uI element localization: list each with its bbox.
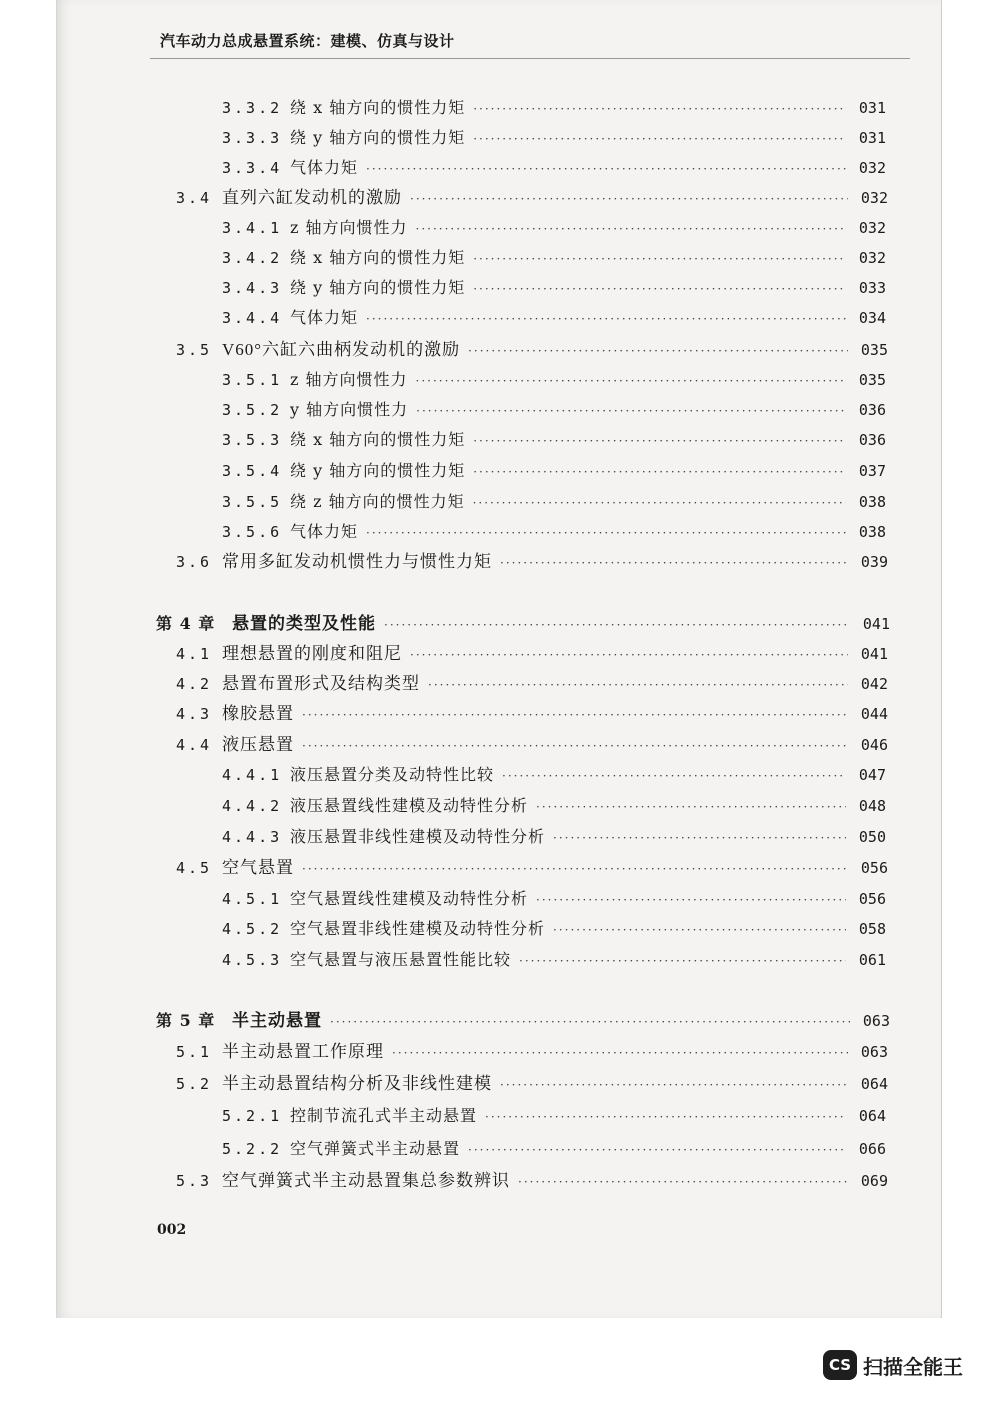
toc-leader-dots — [428, 673, 848, 697]
toc-entry-title: 液压悬置 — [222, 735, 294, 754]
toc-entry-page: 046 — [860, 736, 888, 754]
toc-entry — [176, 186, 888, 210]
toc-entry-page: 032 — [860, 189, 888, 207]
toc-leader-dots — [410, 643, 848, 667]
toc-leader-dots — [518, 1170, 848, 1194]
toc-entry-title: 液压悬置非线性建模及动特性分析 — [290, 827, 546, 846]
toc-entry-number: 4.2 — [176, 675, 213, 693]
toc-entry-page: 032 — [858, 159, 886, 177]
toc-entry — [176, 550, 888, 574]
toc-entry-number: 4.4.3 — [222, 828, 283, 846]
toc-entry-title: 气体力矩 — [290, 158, 359, 177]
toc-leader-dots — [302, 703, 848, 727]
toc-entry-page: 066 — [858, 1140, 886, 1158]
toc-leader-dots — [473, 429, 846, 453]
toc-entry-page: 035 — [860, 341, 888, 359]
running-header: 汽车动力总成悬置系统：建模、仿真与设计 — [160, 32, 455, 50]
toc-entry-title: 橡胶悬置 — [222, 704, 294, 723]
toc-leader-dots — [536, 795, 846, 819]
toc-entry-number: 4.5 — [176, 859, 213, 877]
toc-entry-number: 3.4 — [176, 189, 213, 207]
toc-entry — [222, 1137, 886, 1161]
toc-entry — [156, 1009, 890, 1033]
toc-entry-number: 4.5.2 — [222, 920, 283, 938]
toc-entry — [222, 763, 886, 787]
toc-entry — [176, 1040, 888, 1064]
toc-entry-number: 4.1 — [176, 645, 213, 663]
toc-entry-title: 悬置布置形式及结构类型 — [222, 674, 420, 693]
toc-entry-page: 050 — [858, 828, 886, 846]
toc-entry-title: 绕 y 轴方向的惯性力矩 — [290, 278, 466, 297]
toc-leader-dots — [366, 521, 846, 545]
toc-entry-page: 032 — [858, 249, 886, 267]
toc-leader-dots — [500, 551, 848, 575]
toc-entry — [222, 368, 886, 392]
toc-entry-title: 气体力矩 — [290, 308, 359, 327]
toc-entry-title: 常用多缸发动机惯性力与惯性力矩 — [222, 552, 492, 571]
toc-entry-number: 4.4 — [176, 736, 213, 754]
toc-leader-dots — [416, 399, 846, 423]
toc-entry-number: 3.5.4 — [222, 462, 283, 480]
toc-entry — [222, 459, 886, 483]
toc-entry-number: 3.4.3 — [222, 279, 283, 297]
toc-leader-dots — [330, 1010, 850, 1034]
toc-entry-title: 控制节流孔式半主动悬置 — [290, 1106, 478, 1125]
toc-entry — [222, 1104, 886, 1128]
toc-leader-dots — [410, 187, 848, 211]
toc-entry-title: z 轴方向惯性力 — [290, 218, 408, 237]
toc-entry-number: 3.4.2 — [222, 249, 283, 267]
toc-entry — [222, 126, 886, 150]
toc-leader-dots — [366, 157, 846, 181]
toc-entry-title: 空气悬置 — [222, 858, 294, 877]
toc-entry-number: 3.5.3 — [222, 431, 283, 449]
toc-entry-number: 3.3.4 — [222, 159, 283, 177]
toc-entry-number: 3.3.2 — [222, 99, 283, 117]
toc-entry-number: 4.4.2 — [222, 797, 283, 815]
toc-entry-page: 038 — [858, 523, 886, 541]
toc-entry-number: 5.2 — [176, 1075, 213, 1093]
toc-entry-page: 036 — [858, 401, 886, 419]
toc-entry — [176, 1072, 888, 1096]
toc-entry — [222, 917, 886, 941]
toc-entry — [222, 948, 886, 972]
toc-entry-title: y 轴方向惯性力 — [290, 400, 409, 419]
toc-entry-number: 3.4.4 — [222, 309, 283, 327]
toc-entry-page: 032 — [858, 219, 886, 237]
toc-entry-page: 064 — [860, 1075, 888, 1093]
toc-entry-page: 031 — [858, 99, 886, 117]
toc-entry — [222, 887, 886, 911]
toc-entry-title: 绕 x 轴方向的惯性力矩 — [290, 98, 466, 117]
toc-entry — [222, 520, 886, 544]
toc-leader-dots — [473, 491, 846, 515]
toc-entry — [222, 490, 886, 514]
toc-entry-number: 4.3 — [176, 705, 213, 723]
toc-entry-title: 绕 x 轴方向的惯性力矩 — [290, 430, 466, 449]
toc-entry-title: 空气悬置线性建模及动特性分析 — [290, 889, 529, 908]
toc-entry-title: z 轴方向惯性力 — [290, 370, 408, 389]
toc-entry-page: 042 — [860, 675, 888, 693]
toc-entry-page: 056 — [858, 890, 886, 908]
toc-entry — [222, 216, 886, 240]
toc-entry-number: 第 4 章 — [156, 614, 216, 633]
toc-entry — [222, 306, 886, 330]
camscanner-logo-icon: CS — [823, 1350, 857, 1380]
toc-entry-number: 5.1 — [176, 1043, 213, 1061]
toc-entry-number: 4.5.1 — [222, 890, 283, 908]
toc-entry-title: 半主动悬置 — [232, 1011, 322, 1031]
toc-entry-page: 044 — [860, 705, 888, 723]
toc-entry — [222, 156, 886, 180]
toc-leader-dots — [416, 369, 846, 393]
toc-entry — [222, 276, 886, 300]
toc-leader-dots — [473, 277, 846, 301]
toc-entry-page: 058 — [858, 920, 886, 938]
toc-entry — [156, 612, 890, 636]
toc-leader-dots — [473, 460, 846, 484]
toc-entry-page: 041 — [860, 645, 888, 663]
toc-entry-number: 3.5.1 — [222, 371, 283, 389]
toc-entry-page: 037 — [858, 462, 886, 480]
toc-entry-page: 033 — [858, 279, 886, 297]
toc-entry-number: 4.5.3 — [222, 951, 283, 969]
toc-leader-dots — [553, 918, 846, 942]
toc-entry — [222, 825, 886, 849]
toc-entry-page: 048 — [858, 797, 886, 815]
toc-leader-dots — [366, 307, 846, 331]
toc-entry-number: 4.4.1 — [222, 766, 283, 784]
toc-entry-title: 空气弹簧式半主动悬置 — [290, 1139, 461, 1158]
toc-leader-dots — [473, 127, 846, 151]
toc-entry-page: 035 — [858, 371, 886, 389]
toc-entry-page: 056 — [860, 859, 888, 877]
toc-leader-dots — [468, 1138, 846, 1162]
toc-entry-page: 038 — [858, 493, 886, 511]
toc-leader-dots — [536, 888, 846, 912]
toc-leader-dots — [392, 1041, 848, 1065]
toc-entry — [222, 794, 886, 818]
toc-entry — [176, 733, 888, 757]
page-number: 002 — [157, 1222, 187, 1238]
toc-leader-dots — [519, 949, 846, 973]
toc-entry-number: 3.4.1 — [222, 219, 283, 237]
toc-entry-number: 5.2.1 — [222, 1107, 283, 1125]
toc-entry — [222, 428, 886, 452]
toc-entry — [176, 856, 888, 880]
toc-entry-title: V60°六缸六曲柄发动机的激励 — [222, 340, 461, 359]
toc-entry-number: 5.2.2 — [222, 1140, 283, 1158]
toc-entry-page: 039 — [860, 553, 888, 571]
toc-entry — [176, 338, 888, 362]
toc-entry-number: 3.5 — [176, 341, 213, 359]
toc-entry-page: 063 — [860, 1043, 888, 1061]
toc-entry-title: 空气弹簧式半主动悬置集总参数辨识 — [222, 1171, 510, 1190]
toc-entry-page: 061 — [858, 951, 886, 969]
toc-leader-dots — [302, 734, 848, 758]
toc-entry-title: 绕 y 轴方向的惯性力矩 — [290, 128, 466, 147]
toc-entry-title: 绕 x 轴方向的惯性力矩 — [290, 248, 466, 267]
toc-leader-dots — [473, 247, 846, 271]
toc-entry-title: 液压悬置分类及动特性比较 — [290, 765, 495, 784]
toc-entry-title: 气体力矩 — [290, 522, 359, 541]
toc-leader-dots — [502, 764, 846, 788]
toc-leader-dots — [553, 826, 846, 850]
toc-entry-number: 5.3 — [176, 1172, 213, 1190]
camscanner-label: 扫描全能王 — [863, 1354, 963, 1379]
toc-entry-number: 3.5.5 — [222, 493, 283, 511]
toc-entry-title: 半主动悬置工作原理 — [222, 1042, 384, 1061]
toc-entry-page: 063 — [862, 1012, 890, 1030]
toc-entry-title: 悬置的类型及性能 — [232, 614, 376, 634]
toc-entry-title: 绕 z 轴方向的惯性力矩 — [290, 492, 465, 511]
toc-entry — [176, 672, 888, 696]
toc-leader-dots — [302, 857, 848, 881]
camscanner-watermark — [823, 1350, 963, 1380]
toc-entry-page: 064 — [858, 1107, 886, 1125]
toc-entry-number: 3.5.2 — [222, 401, 283, 419]
toc-entry — [176, 642, 888, 666]
toc-entry-title: 液压悬置线性建模及动特性分析 — [290, 796, 529, 815]
toc-entry — [222, 96, 886, 120]
toc-entry-page: 047 — [858, 766, 886, 784]
toc-entry-number: 3.3.3 — [222, 129, 283, 147]
toc-entry — [176, 702, 888, 726]
toc-entry-title: 理想悬置的刚度和阻尼 — [222, 644, 402, 663]
toc-leader-dots — [384, 613, 850, 637]
toc-entry-page: 041 — [862, 615, 890, 633]
toc-entry-page: 031 — [858, 129, 886, 147]
toc-leader-dots — [485, 1105, 846, 1129]
header-rule — [150, 58, 910, 59]
toc-entry — [222, 398, 886, 422]
toc-entry-number: 3.6 — [176, 553, 213, 571]
toc-entry-title: 绕 y 轴方向的惯性力矩 — [290, 461, 466, 480]
toc-entry-title: 半主动悬置结构分析及非线性建模 — [222, 1074, 492, 1093]
toc-entry — [176, 1169, 888, 1193]
toc-entry-page: 069 — [860, 1172, 888, 1190]
toc-leader-dots — [500, 1073, 848, 1097]
toc-leader-dots — [416, 217, 846, 241]
toc-entry-page: 036 — [858, 431, 886, 449]
toc-leader-dots — [473, 97, 846, 121]
toc-entry-number: 3.5.6 — [222, 523, 283, 541]
toc-entry-page: 034 — [858, 309, 886, 327]
toc-entry — [222, 246, 886, 270]
toc-leader-dots — [468, 339, 848, 363]
toc-entry-title: 空气悬置与液压悬置性能比较 — [290, 950, 512, 969]
toc-entry-title: 空气悬置非线性建模及动特性分析 — [290, 919, 546, 938]
toc-entry-number: 第 5 章 — [156, 1011, 216, 1030]
toc-entry-title: 直列六缸发动机的激励 — [222, 188, 402, 207]
